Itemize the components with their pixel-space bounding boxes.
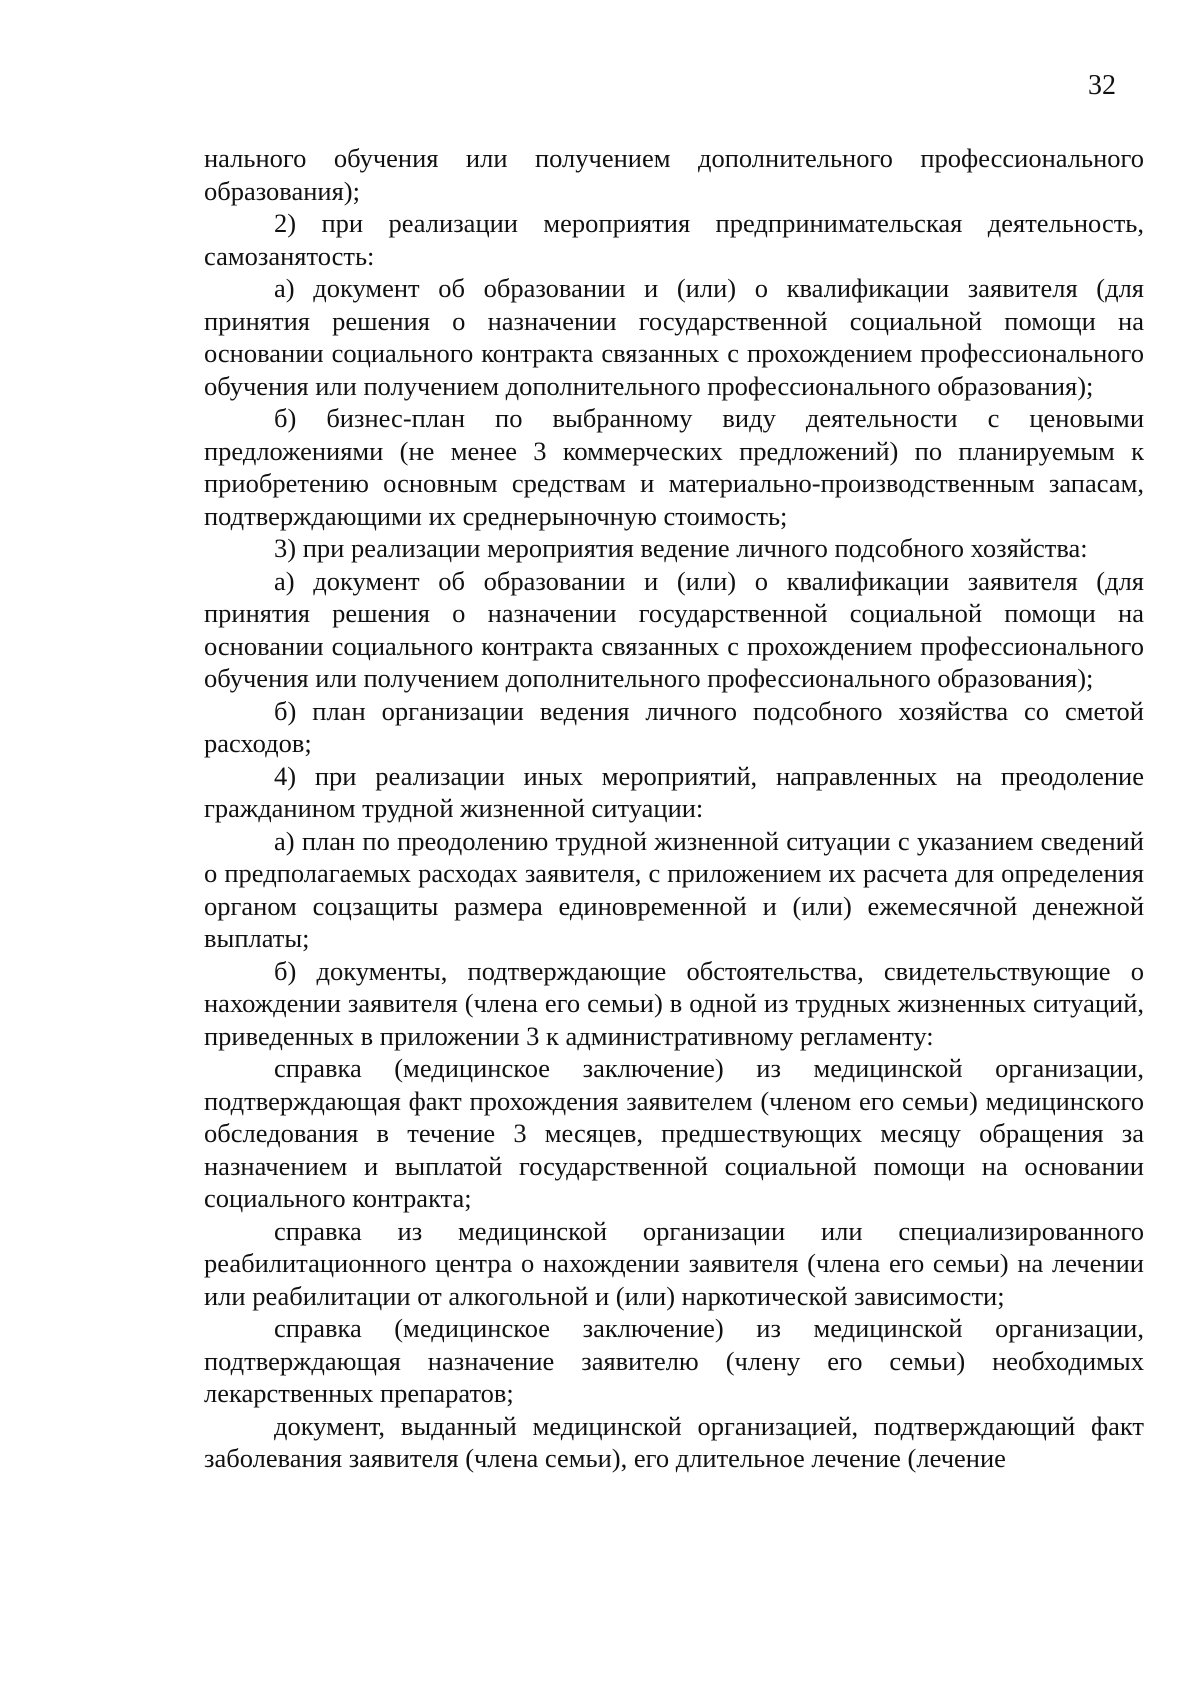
paragraph: б) бизнес-план по выбранному виду деятельности с ценовыми предложениями (не менее 3 коммерческих предложений) по планируемым к приобретению основным средствам и материально-производственным запасам, подтверждающими их среднерыночную стоимость;	[204, 403, 1144, 531]
paragraph: 4) при реализации иных мероприятий, направленных на преодоление гражданином трудной жизненной ситуации:	[204, 760, 1144, 823]
paragraph: справка (медицинское заключение) из медицинской организации, подтверждающая факт прохождения заявителем (членом его семьи) медицинского обследования в течение 3 месяцев, предшествующих месяцу обращения за назначением и выплатой государственной социальной помощи на основании социального контракта;	[204, 1053, 1144, 1213]
paragraph: а) документ об образовании и (или) о квалификации заявителя (для принятия решения о назначении государственной социальной помощи на основании социального контракта связанных с прохождением профессионального обучения или получением дополнительного профессионального образования);	[204, 565, 1144, 693]
paragraph: 2) при реализации мероприятия предпринимательская деятельность, самозанятость:	[204, 208, 1144, 271]
paragraph: документ, выданный медицинской организацией, подтверждающий факт заболевания заявителя (члена семьи), его длительное лечение (лечение	[204, 1410, 1144, 1473]
paragraph: справка из медицинской организации или специализированного реабилитационного центра о нахождении заявителя (члена его семьи) на лечении или реабилитации от алкогольной и (или) наркотической зависимости;	[204, 1215, 1144, 1311]
paragraph: 3) при реализации мероприятия ведение личного подсобного хозяйства:	[274, 533, 1088, 563]
page-number: 32	[1088, 70, 1116, 101]
paragraph: б) план организации ведения личного подсобного хозяйства со сметой расходов;	[204, 695, 1144, 758]
paragraph: нального обучения или получением дополнительного профессионального образования);	[204, 143, 1144, 206]
paragraph: б) документы, подтверждающие обстоятельства, свидетельствующие о нахождении заявителя (члена его семьи) в одной из трудных жизненных ситуаций, приведенных в приложении 3 к административному регламенту:	[204, 955, 1144, 1051]
paragraph: а) план по преодолению трудной жизненной ситуации с указанием сведений о предполагаемых расходах заявителя, с приложением их расчета для определения органом соцзащиты размера единовременной и (или) ежемесячной денежной выплаты;	[204, 825, 1144, 953]
paragraph: справка (медицинское заключение) из медицинской организации, подтверждающая назначение заявителю (члену его семьи) необходимых лекарственных препаратов;	[204, 1313, 1144, 1408]
document-body	[204, 142, 1144, 1475]
paragraph: а) документ об образовании и (или) о квалификации заявителя (для принятия решения о назначении государственной социальной помощи на основании социального контракта связанных с прохождением профессионального обучения или получением дополнительного профессионального образования);	[204, 273, 1144, 401]
